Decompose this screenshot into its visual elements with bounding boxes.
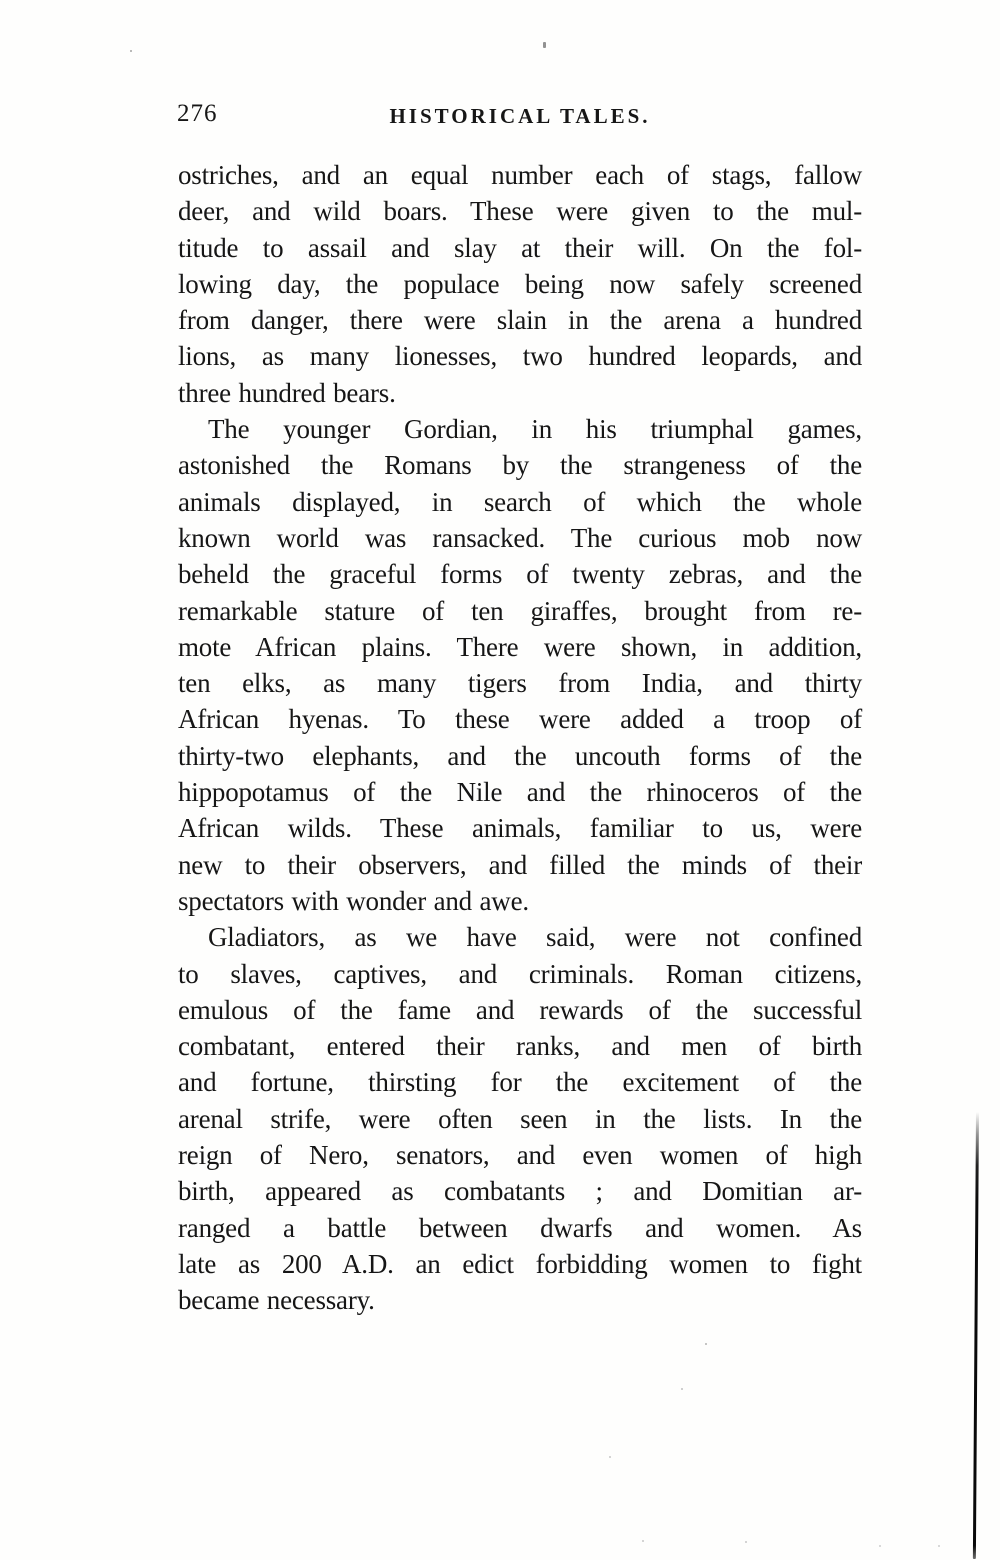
text-line: to slaves, captives, and criminals. Roman citizens,: [178, 958, 862, 989]
text-line: reign of Nero, senators, and even women of high: [178, 1140, 862, 1171]
text-line: ten elks, as many tigers from India, and thirty: [178, 668, 862, 699]
text-line: animals displayed, in search of which the whole: [178, 486, 862, 517]
text-line: mote African plains. There were shown, in addition,: [178, 631, 862, 662]
text-line: lions, as many lionesses, two hundred leopards, and: [178, 341, 862, 372]
text-line: astonished the Romans by the strangeness of the: [178, 450, 862, 481]
paragraph: [178, 411, 862, 919]
text-line: lowing day, the populace being now safely screened: [178, 268, 862, 299]
running-title: HISTORICAL TALES.: [389, 104, 651, 128]
text-line: ostriches, and an equal number each of stags, fallow: [178, 160, 862, 190]
text-line: spectators with wonder and awe.: [178, 885, 529, 916]
text-line: hippopotamus of the Nile and the rhinoceros of the: [178, 777, 862, 808]
scan-gutter-line: [973, 1112, 979, 1559]
text-line: became necessary.: [178, 1285, 375, 1316]
text-line: late as 200 A.D. an edict forbidding women to fight: [178, 1248, 862, 1279]
text-line: and fortune, thirsting for the excitement of the: [178, 1067, 862, 1098]
text-line: Gladiators, as we have said, were not confined: [208, 922, 862, 953]
text-line: titude to assail and slay at their will. On the fol-: [178, 232, 862, 263]
page-number: 276: [177, 100, 218, 127]
scan-speck: [543, 42, 546, 48]
text-line: combatant, entered their ranks, and men of birth: [178, 1031, 862, 1062]
text-line: beheld the graceful forms of twenty zebras, and the: [178, 559, 862, 590]
text-line: deer, and wild boars. These were given to the mul-: [178, 196, 862, 227]
text-line: three hundred bears.: [178, 377, 396, 408]
scan-dust-specks: [0, 0, 2, 2]
text-line: birth, appeared as combatants ; and Domitian ar-: [178, 1176, 862, 1207]
text-line: ranged a battle between dwarfs and women. As: [178, 1212, 862, 1243]
paragraph: [178, 157, 862, 411]
text-line: from danger, there were slain in the arena a hundred: [178, 305, 862, 336]
text-line: remarkable stature of ten giraffes, brought from re-: [178, 595, 862, 626]
text-line: known world was ransacked. The curious mob now: [178, 522, 862, 553]
text-line: emulous of the fame and rewards of the successful: [178, 994, 862, 1025]
text-line: thirty-two elephants, and the uncouth forms of the: [178, 740, 862, 771]
paragraph: [178, 919, 862, 1318]
text-line: African wilds. These animals, familiar to us, were: [178, 813, 862, 844]
text-line: African hyenas. To these were added a troop of: [178, 704, 862, 735]
body-text: [178, 157, 862, 1319]
text-line: The younger Gordian, in his triumphal games,: [208, 414, 862, 445]
text-line: arenal strife, were often seen in the lists. In the: [178, 1103, 862, 1134]
text-line: new to their observers, and filled the minds of their: [178, 849, 862, 880]
